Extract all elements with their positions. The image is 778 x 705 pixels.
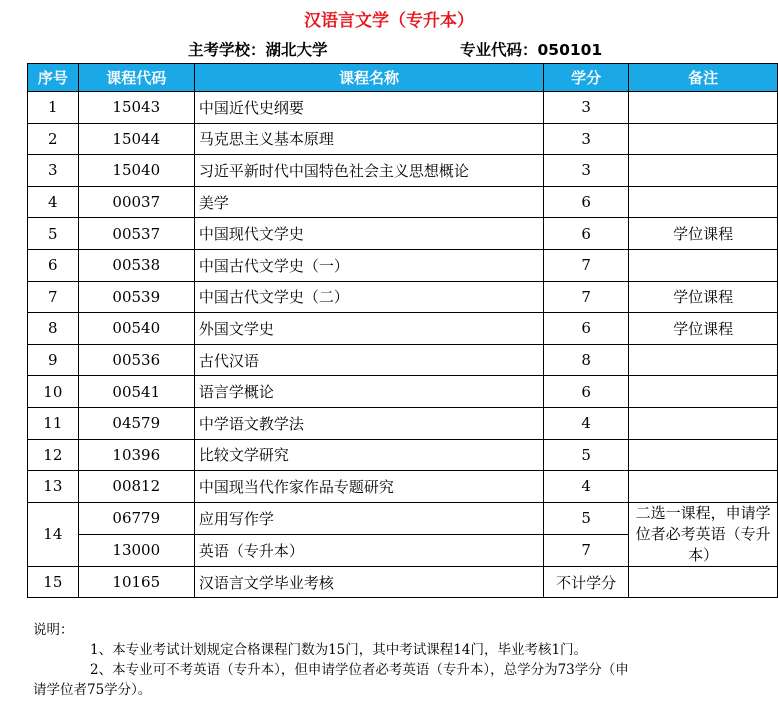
header-note: 备注 [629,64,778,92]
row-note [629,249,778,281]
row-code: 04579 [78,407,194,439]
row-no: 4 [28,186,79,218]
table-row [28,471,778,503]
row-name: 中国现当代作家作品专题研究 [194,471,543,503]
row-code: 00540 [78,313,194,345]
table-row [28,502,778,534]
row-code: 00037 [78,186,194,218]
row-no: 13 [28,471,79,503]
row-no: 10 [28,376,79,408]
row-name: 中国近代史纲要 [194,92,543,124]
row-name: 中国古代文学史（二） [194,281,543,313]
row-code: 00537 [78,218,194,250]
row-note [629,439,778,471]
row-code: 00539 [78,281,194,313]
row-name: 中国现代文学史 [194,218,543,250]
row-code: 15043 [78,92,194,124]
row-credit: 6 [544,186,629,218]
row-code: 00812 [78,471,194,503]
row-name: 汉语言文学毕业考核 [194,566,543,598]
row-note [629,376,778,408]
row-no: 15 [28,566,79,598]
notes-line-1: 1、本专业考试计划规定合格课程门数为15门，其中考试课程14门，毕业考核1门。 [90,642,588,658]
row-name: 美学 [194,186,543,218]
table-header-row [28,64,778,92]
row-no: 11 [28,407,79,439]
row-name: 习近平新时代中国特色社会主义思想概论 [194,155,543,187]
table-row [28,218,778,250]
row-no: 6 [28,249,79,281]
row-code: 00541 [78,376,194,408]
row-note [629,471,778,503]
row-note [629,344,778,376]
row-no: 14 [28,502,79,566]
row-code: 10396 [78,439,194,471]
table-row [28,313,778,345]
row-credit: 6 [544,376,629,408]
header-no: 序号 [28,64,79,92]
row-name: 英语（专升本） [194,534,543,566]
row-note: 学位课程 [629,218,778,250]
table-row [28,439,778,471]
row-credit: 6 [544,218,629,250]
major-code-label: 专业代码：050101 [460,41,603,59]
row-name: 中国古代文学史（一） [194,249,543,281]
row-credit: 8 [544,344,629,376]
row-no: 2 [28,123,79,155]
row-no: 9 [28,344,79,376]
row-credit: 3 [544,155,629,187]
row-note: 二选一课程，申请学位者必考英语（专升本） [629,502,778,566]
row-code: 06779 [78,502,194,534]
notes-line-3: 请学位者75学分）。 [33,682,152,698]
table-row [28,407,778,439]
row-name: 语言学概论 [194,376,543,408]
row-credit: 3 [544,123,629,155]
row-code: 00538 [78,249,194,281]
header-credit: 学分 [544,64,629,92]
table-row [28,376,778,408]
row-credit: 6 [544,313,629,345]
row-credit: 3 [544,92,629,124]
row-no: 5 [28,218,79,250]
row-credit: 5 [544,439,629,471]
row-name: 外国文学史 [194,313,543,345]
table-row [28,155,778,187]
table-row [28,281,778,313]
row-credit: 5 [544,502,629,534]
row-note: 学位课程 [629,281,778,313]
row-note [629,92,778,124]
row-name: 中学语文教学法 [194,407,543,439]
row-no: 1 [28,92,79,124]
header-code: 课程代码 [78,64,194,92]
row-credit: 7 [544,534,629,566]
row-credit: 7 [544,249,629,281]
row-note [629,123,778,155]
row-credit: 7 [544,281,629,313]
row-credit: 4 [544,407,629,439]
row-code: 15040 [78,155,194,187]
row-note [629,407,778,439]
row-no: 8 [28,313,79,345]
row-note: 学位课程 [629,313,778,345]
row-credit: 4 [544,471,629,503]
row-code: 10165 [78,566,194,598]
table-row [28,92,778,124]
row-note [629,155,778,187]
row-name: 马克思主义基本原理 [194,123,543,155]
row-code: 13000 [78,534,194,566]
table-row [28,186,778,218]
row-credit: 不计学分 [544,566,629,598]
row-no: 3 [28,155,79,187]
document-title: 汉语言文学（专升本） [304,11,474,31]
header-name: 课程名称 [194,64,543,92]
notes-line-2: 2、本专业可不考英语（专升本），但申请学位者必考英语（专升本），总学分为73学分（申 [90,662,629,678]
table-row [28,123,778,155]
notes-label: 说明： [33,622,74,638]
row-no: 12 [28,439,79,471]
row-note [629,566,778,598]
row-name: 古代汉语 [194,344,543,376]
row-note [629,186,778,218]
row-name: 应用写作学 [194,502,543,534]
table-row [28,566,778,598]
table-row [28,249,778,281]
course-table [27,63,778,598]
table-row [28,344,778,376]
row-code: 00536 [78,344,194,376]
row-name: 比较文学研究 [194,439,543,471]
row-code: 15044 [78,123,194,155]
school-label: 主考学校：湖北大学 [188,41,328,59]
row-no: 7 [28,281,79,313]
